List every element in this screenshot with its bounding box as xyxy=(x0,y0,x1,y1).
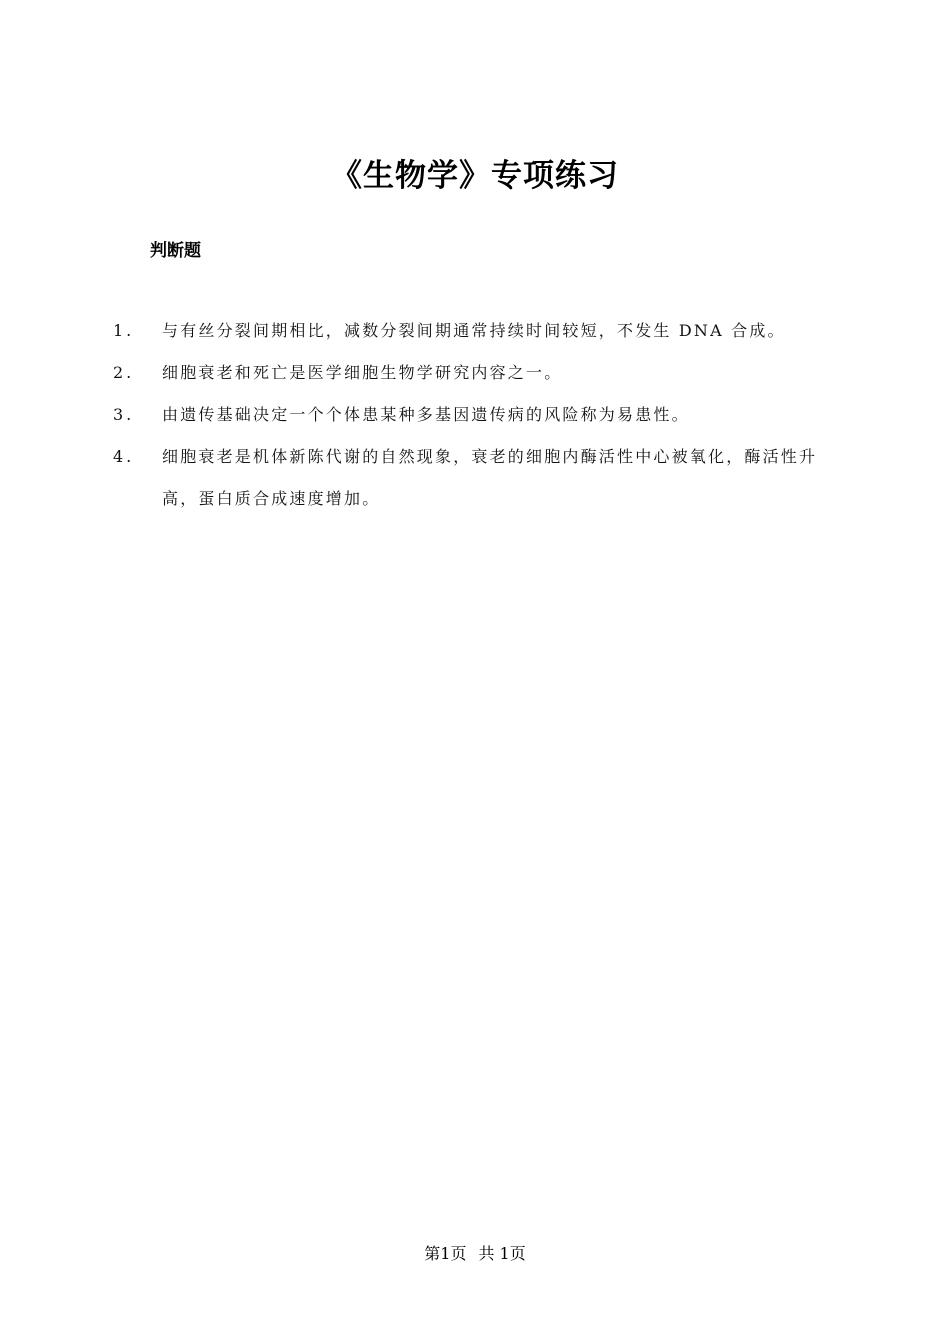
page-footer xyxy=(0,1242,950,1266)
question-item xyxy=(110,352,840,394)
question-text: 细胞衰老和死亡是医学细胞生物学研究内容之一。 xyxy=(162,363,563,382)
question-text: 细胞衰老是机体新陈代谢的自然现象，衰老的细胞内酶活性中心被氧化，酶活性升高，蛋白质合成速度增加。 xyxy=(162,447,818,508)
question-item xyxy=(110,310,840,352)
page-title: 《生物学》专项练习 xyxy=(331,158,619,194)
question-list xyxy=(110,310,840,520)
question-number: 4. xyxy=(113,447,135,466)
question-item xyxy=(110,394,840,436)
section-heading: 判断题 xyxy=(150,241,201,261)
question-text: 由遗传基础决定一个个体患某种多基因遗传病的风险称为易患性。 xyxy=(162,405,690,424)
question-number: 1. xyxy=(113,321,135,340)
question-item xyxy=(110,436,840,520)
question-number: 2. xyxy=(113,363,135,382)
page-total: 共 1页 xyxy=(478,1244,526,1263)
question-text: 与有丝分裂间期相比，减数分裂间期通常持续时间较短，不发生 DNA 合成。 xyxy=(162,321,786,340)
question-number: 3. xyxy=(113,405,135,424)
page-number: 第1页 xyxy=(424,1244,467,1263)
